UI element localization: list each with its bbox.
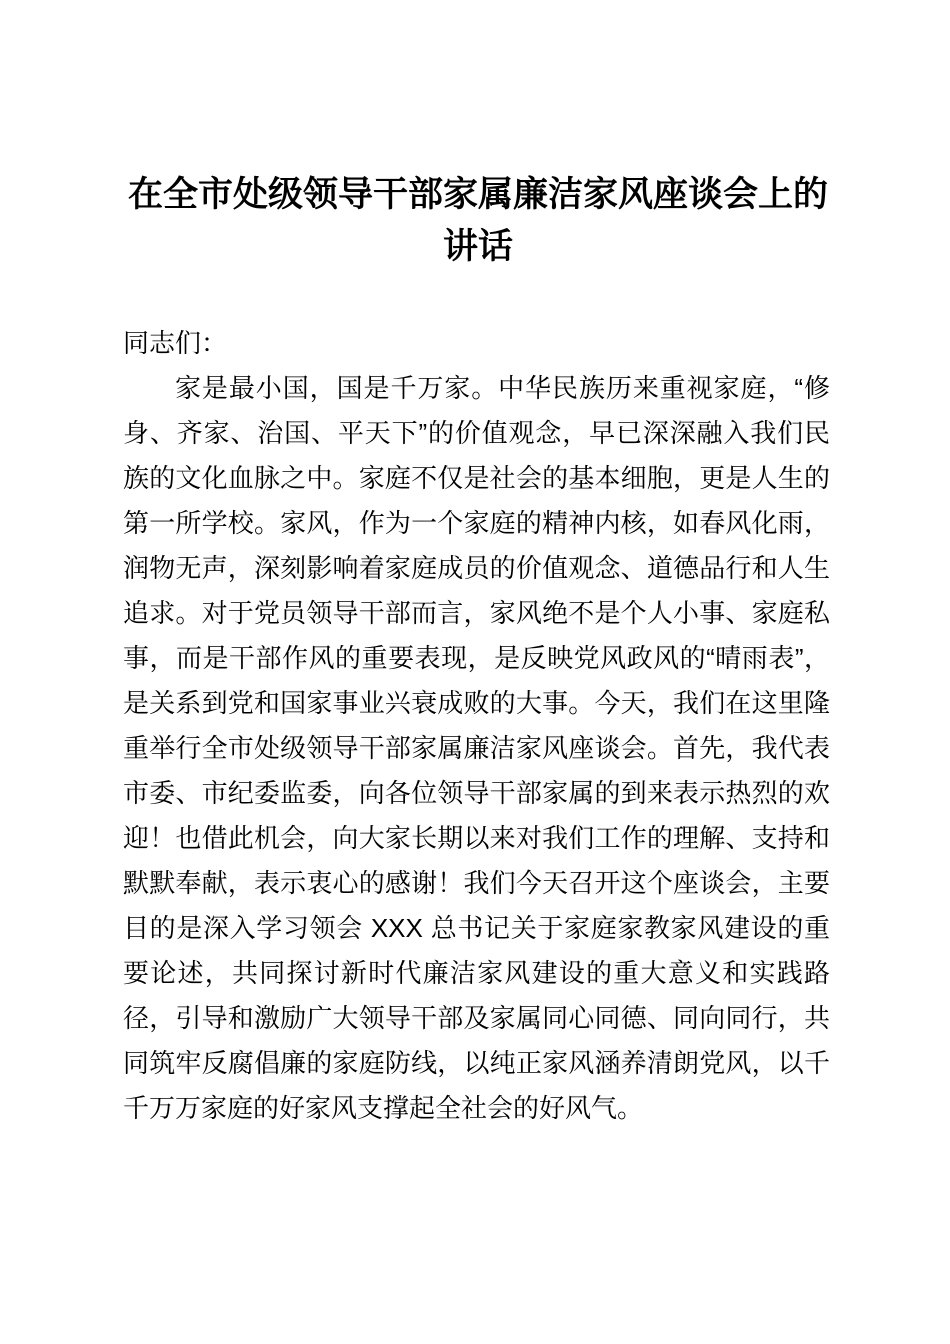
body-paragraph: 家是最小国，国是千万家。中华民族历来重视家庭，“修身、齐家、治国、平天下”的价值观念，早已深深融入我们民族的文化血脉之中。家庭不仅是社会的基本细胞，更是人生的第一所学校。家风，作为一个家庭的精神内核，如春风化雨，润物无声，深刻影响着家庭成员的价值观念、道德品行和人生追求。对于党员领导干部而言，家风绝不是个人小事、家庭私事，而是干部作风的重要表现，是反映党风政风的“晴雨表”，是关系到党和国家事业兴衰成败的大事。今天，我们在这里隆重举行全市处级领导干部家属廉洁家风座谈会。首先，我代表市委、市纪委监委，向各位领导干部家属的到来表示热烈的欢迎！也借此机会，向大家长期以来对我们工作的理解、支持和默默奉献，表示衷心的感谢！我们今天召开这个座谈会，主要目的是深入学习领会 XXX 总书记关于家庭家教家风建设的重要论述，共同探讨新时代廉洁家风建设的重大意义和实践路径，引导和激励广大领导干部及家属同心同德、同向同行，共同筑牢反腐倡廉的家庭防线，以纯正家风涵养清朗党风，以千千万万家庭的好家风支撑起全社会的好风气。 xyxy=(123,373,830,1123)
document-body xyxy=(123,321,830,1131)
salutation: 同志们： xyxy=(123,328,228,358)
document-title: 在全市处级领导干部家属廉洁家风座谈会上的讲话 xyxy=(127,175,828,266)
